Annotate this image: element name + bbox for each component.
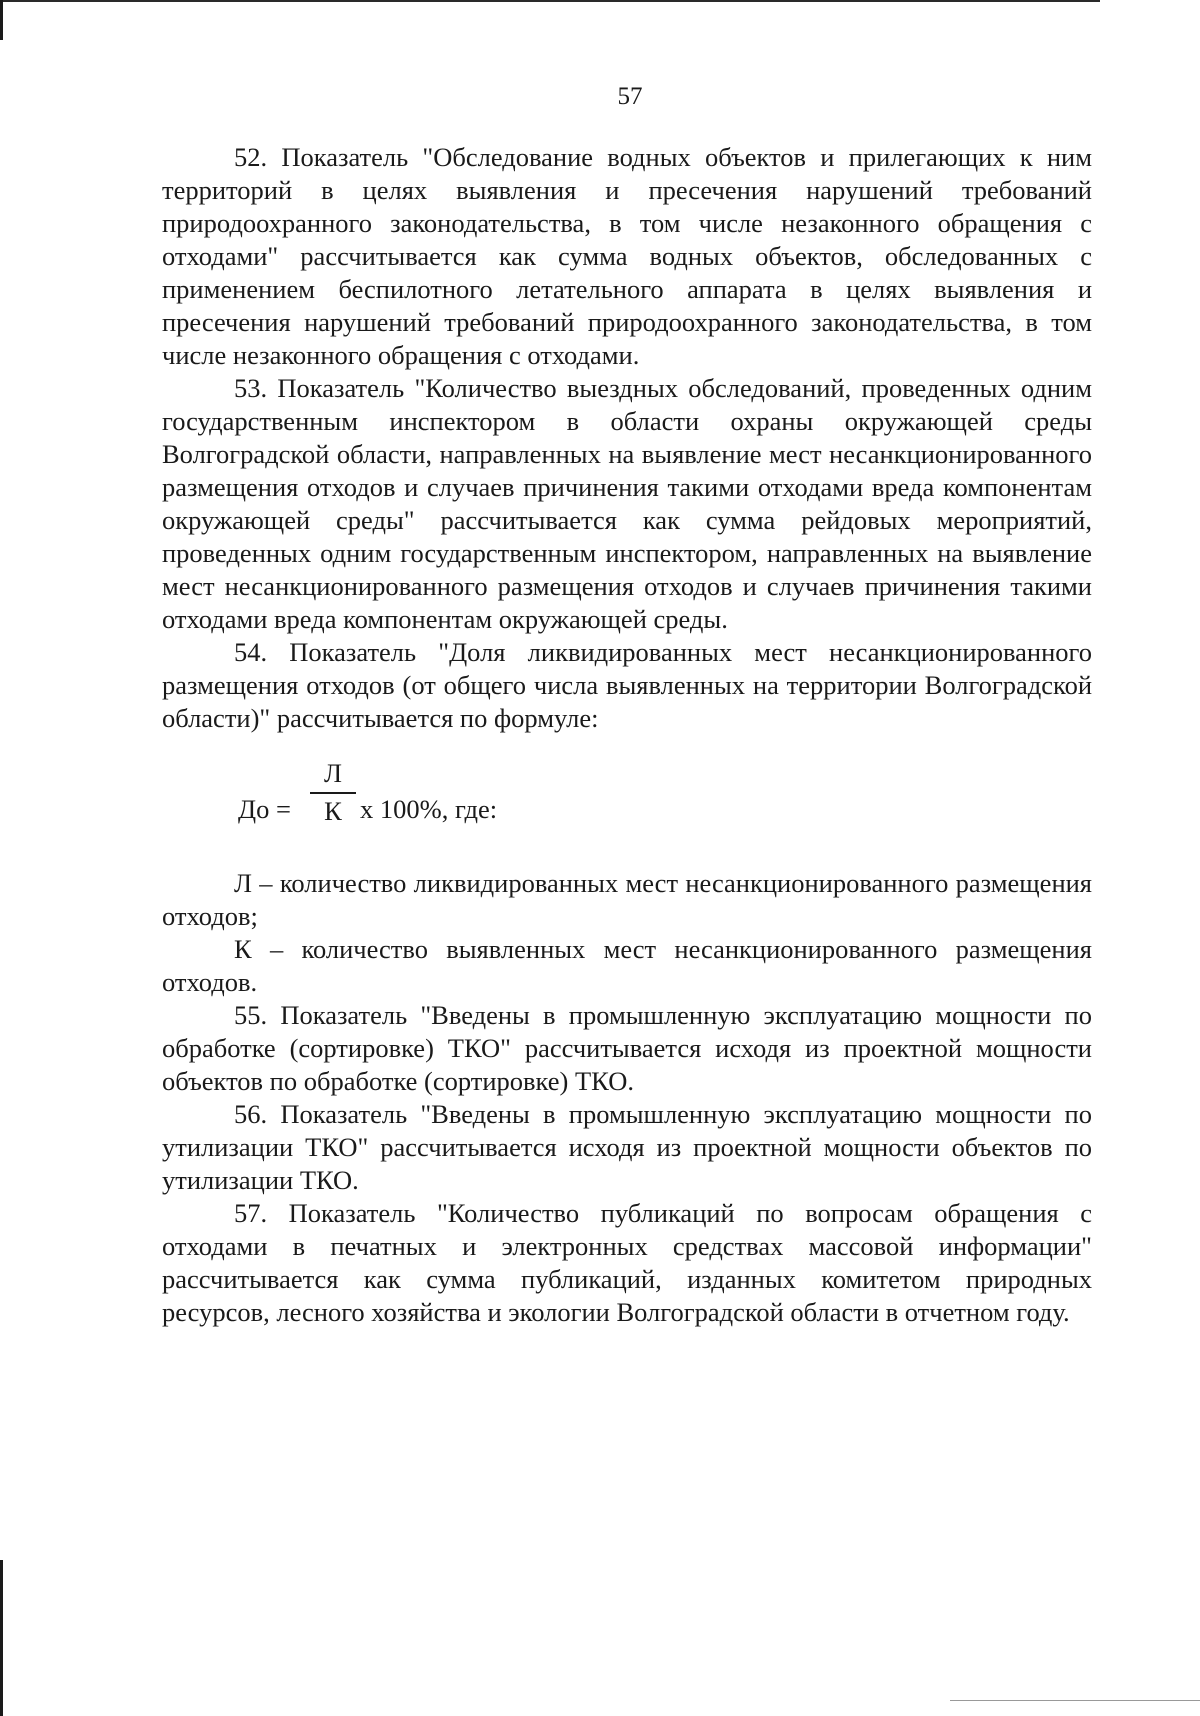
- formula-numerator: Л: [324, 758, 342, 788]
- document-body: [162, 141, 1092, 1329]
- definition-l: Л – количество ликвидированных мест несанкционированного размещения отходов;: [162, 868, 1092, 931]
- formula-fraction: [310, 757, 356, 827]
- scan-top-border: [0, 0, 1100, 2]
- formula-rhs: х 100%, где:: [360, 794, 498, 824]
- definition-k: К – количество выявленных мест несанкционированного размещения отходов.: [162, 934, 1092, 997]
- fraction-bar: [310, 792, 356, 794]
- paragraph-57: 57. Показатель "Количество публикаций по вопросам обращения с отходами в печатных и электронных средствах массовой информации" рассчитывается как сумма публикаций, изданных комитетом природных ресурсов, лесного хозяйства и экологии Волгоградской области в отчетном году.: [162, 1198, 1092, 1327]
- scan-left-edge-bottom: [0, 1560, 3, 1716]
- paragraph-53: 53. Показатель "Количество выездных обследований, проведенных одним государственным инспектором в области охраны окружающей среды Волгоградской области, направленных на выявление мест несанкционированного размещения отходов и случаев причинения такими отходами вреда компонентам окружающей среды" рассчитывается как сумма рейдовых мероприятий, проведенных одним государственным инспектором, направленных на выявление мест несанкционированного размещения отходов и случаев причинения такими отходами вреда компонентам окружающей среды.: [162, 373, 1092, 634]
- scan-left-edge-top: [0, 0, 3, 40]
- formula-lhs: До =: [238, 794, 291, 824]
- paragraph-56: 56. Показатель "Введены в промышленную эксплуатацию мощности по утилизации ТКО" рассчитывается исходя из проектной мощности объектов по утилизации ТКО.: [162, 1099, 1092, 1195]
- page-number: 57: [617, 83, 643, 110]
- formula: [162, 735, 1092, 855]
- formula-denominator: К: [324, 795, 342, 826]
- paragraph-54: 54. Показатель "Доля ликвидированных мест несанкционированного размещения отходов (от общего числа выявленных на территории Волгоградской области)" рассчитывается по формуле:: [162, 637, 1092, 733]
- spacer: [162, 855, 1092, 867]
- scan-bottom-border: [950, 1700, 1200, 1701]
- paragraph-52: 52. Показатель "Обследование водных объектов и прилегающих к ним территорий в целях выявления и пресечения нарушений требований природоохранного законодательства, в том числе незаконного обращения с отходами" рассчитывается как сумма водных объектов, обследованных с применением беспилотного летательного аппарата в целях выявления и пресечения нарушений требований природоохранного законодательства, в том числе незаконного обращения с отходами.: [162, 142, 1092, 370]
- paragraph-55: 55. Показатель "Введены в промышленную эксплуатацию мощности по обработке (сортировке) ТКО" рассчитывается исходя из проектной мощности объектов по обработке (сортировке) ТКО.: [162, 1000, 1092, 1096]
